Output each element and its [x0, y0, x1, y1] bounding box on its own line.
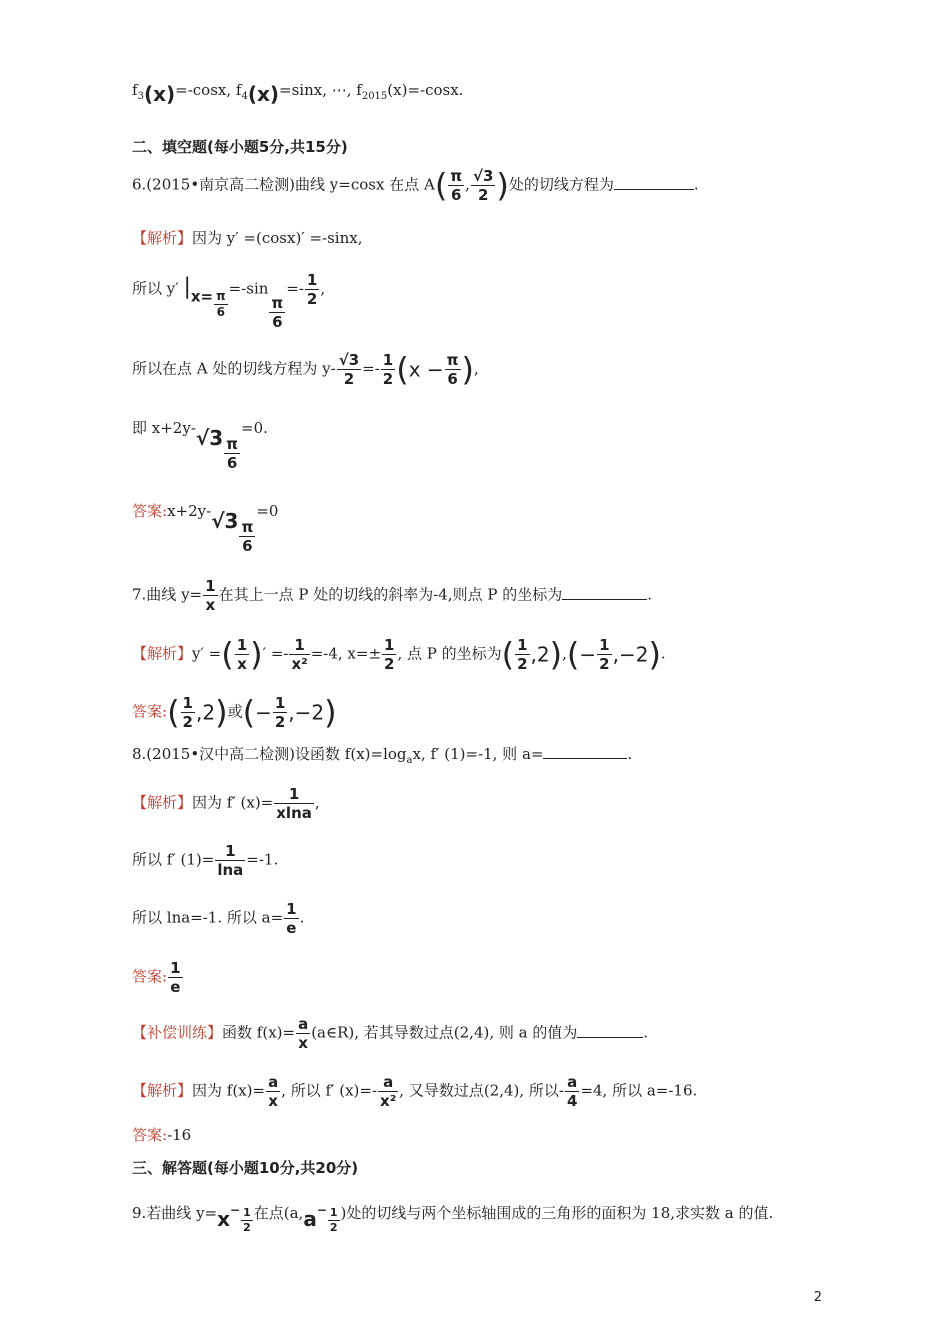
fraction: [328, 1207, 340, 1234]
text: =-4, x=±: [310, 644, 382, 663]
den: 2: [243, 1221, 251, 1234]
num: 1: [170, 959, 181, 977]
eval-bar: |: [183, 274, 191, 300]
paren: ): [461, 350, 475, 389]
paren: (: [242, 693, 256, 732]
text: =0.: [241, 419, 268, 437]
fraction: [181, 695, 195, 730]
paren: (: [167, 693, 180, 732]
den: e: [170, 978, 181, 996]
text: 因为 f′ (x)=: [192, 793, 274, 812]
num: √3: [472, 167, 494, 185]
answer-tag: 答案:: [132, 967, 168, 986]
text: y′ =: [192, 644, 222, 663]
text: =-cosx, f: [175, 81, 242, 99]
num: 1: [182, 694, 193, 712]
fraction: [274, 786, 314, 821]
solution-tag: 【解析】: [132, 1081, 193, 1100]
fraction: [565, 1074, 579, 1109]
text: (a∈R), 若其导数过点(2,4), 则 a 的值为: [311, 1023, 578, 1042]
math: a: [303, 1207, 317, 1231]
text: 因为 f(x)=: [192, 1081, 266, 1100]
den: x²: [380, 1092, 397, 1110]
text: =sinx, ⋯, f: [279, 81, 362, 99]
text: .: [693, 175, 699, 194]
paren: ): [215, 693, 228, 732]
num: π: [450, 167, 463, 185]
text: )处的切线与两个坐标轴围成的三角形的面积为 18,求实数 a 的值.: [340, 1204, 774, 1222]
text: 函数 f(x)=: [222, 1023, 296, 1042]
answer-blank: [543, 744, 627, 759]
den: 6: [451, 186, 462, 204]
num: 1: [243, 1206, 251, 1219]
den: 4: [567, 1092, 578, 1110]
den: x: [298, 1034, 308, 1052]
den: 2: [477, 186, 489, 204]
exponent: −: [230, 1203, 241, 1217]
solution-7: 【解析】y′ =( $\frac{1}{x}$ )′ =- $\frac{1}{\text{x²}}$ =-4, x=± $\frac{1}{2}$ , 点 P 的坐标为( $\frac{1}{2}$ ,2),(− $\frac{1}{2}$ ,−2).: [132, 635, 666, 674]
paren: (: [396, 350, 409, 389]
num: 1: [274, 694, 286, 712]
den: x: [205, 596, 216, 614]
paren: (: [434, 166, 448, 205]
paren: (: [221, 635, 234, 674]
line-f3-f2015: [132, 80, 463, 107]
fraction: [296, 1016, 310, 1051]
text: x, f′ (1)=-1, 则 a=: [412, 745, 544, 763]
paren: ): [549, 635, 563, 674]
text: ,: [314, 793, 320, 812]
fraction: [515, 637, 529, 672]
answer-tag: 答案:: [132, 702, 168, 721]
solution-8-b: [132, 843, 278, 878]
fraction: [471, 168, 495, 203]
num: 1: [288, 785, 300, 803]
text: f: [132, 81, 138, 99]
text: =-1.: [246, 850, 279, 869]
num: a: [383, 1073, 394, 1091]
den: 2: [329, 1221, 338, 1234]
section-title-solve: 三、解答题(每小题10分,共20分): [132, 1159, 359, 1177]
fraction: [273, 695, 287, 730]
text: 即 x+2y-: [132, 419, 196, 437]
fraction: [382, 637, 396, 672]
num: 1: [382, 351, 394, 369]
solution-tag: 【解析】: [132, 229, 193, 247]
math: −2: [294, 700, 325, 725]
math: −2: [618, 642, 649, 667]
math: −: [579, 642, 597, 667]
num: π: [216, 288, 226, 303]
fraction: [269, 295, 285, 330]
sub: a: [406, 755, 413, 766]
num: 1: [225, 842, 236, 860]
math: ,: [288, 700, 295, 725]
text: 因为 y′ =(cosx)′ =-sinx,: [192, 229, 363, 247]
sqrt: √3: [195, 426, 224, 450]
text: 所以 f′ (1)=: [132, 850, 215, 869]
sub: 4: [241, 91, 248, 102]
paren: ): [496, 166, 509, 205]
text: , 又导数过点(2,4), 所以-: [399, 1081, 564, 1100]
fraction: [239, 519, 255, 554]
fraction: [215, 843, 245, 878]
text: 在其上一点 P 处的切线的斜率为-4,则点 P 的坐标为: [218, 585, 563, 604]
num: √3: [338, 351, 360, 369]
exponent: −: [316, 1203, 327, 1217]
answer-tag: 答案:: [132, 502, 168, 520]
math: x: [217, 1207, 231, 1231]
solution-tag: 【解析】: [132, 644, 193, 663]
num: a: [298, 1015, 309, 1033]
paren: (: [566, 635, 580, 674]
den: 6: [272, 312, 283, 331]
den: 2: [382, 370, 394, 388]
training-tag: 【补偿训练】: [132, 1023, 223, 1042]
den: x: [268, 1092, 278, 1110]
num: 1: [517, 636, 528, 654]
text: =-: [362, 359, 380, 378]
text: x+2y-: [167, 502, 212, 520]
text: , 所以 f′ (x)=-: [281, 1081, 378, 1100]
den: x²: [291, 655, 308, 673]
question-8: [132, 744, 632, 771]
num: π: [226, 435, 239, 453]
section-title-fill-blank: 二、填空题(每小题5分,共15分): [132, 138, 348, 156]
solution-6-d: [132, 418, 268, 471]
fraction: [266, 1074, 280, 1109]
text: ,: [320, 279, 326, 298]
solution-8-a: [132, 786, 320, 821]
paren: ): [324, 693, 337, 732]
den: 6: [447, 370, 458, 388]
den: e: [286, 919, 297, 937]
num: 1: [205, 577, 216, 595]
fraction: [305, 272, 319, 307]
math: ,: [195, 700, 203, 725]
solution-6-c: [132, 352, 479, 387]
fraction: [381, 352, 395, 387]
den: 2: [384, 655, 395, 673]
text: 9.若曲线 y=: [132, 1204, 218, 1222]
den: lna: [217, 861, 244, 879]
text: 在点(a,: [253, 1204, 304, 1222]
solution-tag: 【解析】: [132, 793, 193, 812]
num: 1: [286, 900, 297, 918]
fraction: [597, 637, 611, 672]
solution-training: [132, 1074, 697, 1109]
den: x: [237, 655, 247, 673]
text: 或: [227, 702, 243, 721]
text: .: [660, 644, 666, 663]
den: 2: [599, 655, 610, 673]
text: ,: [474, 359, 479, 378]
num: π: [446, 351, 459, 369]
answer-tag: 答案:: [132, 1126, 168, 1144]
num: 1: [384, 636, 395, 654]
solution-6-a: [132, 228, 363, 248]
answer-6: [132, 501, 278, 554]
math: x −: [408, 357, 444, 382]
num: 1: [306, 271, 318, 289]
answer-blank: [562, 585, 647, 600]
text: =0: [256, 502, 279, 520]
paren: ): [648, 635, 661, 674]
question-7: [132, 578, 652, 613]
question-6: 6.(2015•南京高二检测)曲线 y=cosx 在点 A( $\frac{\pi}{6}$ , $\frac{√3}{2}$ )处的切线方程为 .: [132, 166, 699, 205]
den: 6: [216, 304, 226, 319]
num: 1: [236, 636, 248, 654]
answer-blank: [577, 1023, 643, 1038]
text: .: [647, 585, 652, 604]
fraction: [289, 637, 309, 672]
fraction: [203, 578, 217, 613]
solution-8-c: [132, 901, 304, 936]
num: a: [567, 1073, 578, 1091]
fraction: [378, 1074, 398, 1109]
den: 6: [242, 537, 253, 555]
fraction: [168, 960, 182, 995]
supplementary-training: [132, 1016, 648, 1051]
fraction: [337, 352, 361, 387]
answer-7: [132, 695, 337, 730]
math: ,: [612, 642, 619, 667]
paren: (: [501, 635, 515, 674]
text: =-sin: [228, 279, 269, 298]
num: 1: [599, 636, 610, 654]
fraction: [284, 901, 298, 936]
fraction: [241, 1207, 253, 1234]
math: ,: [530, 642, 537, 667]
fraction: [235, 637, 249, 672]
text: , 点 P 的坐标为: [397, 644, 502, 663]
num: π: [271, 293, 284, 312]
text: 所以在点 A 处的切线方程为 y-: [132, 359, 336, 378]
text: -16: [167, 1126, 192, 1144]
text: 7.曲线 y=: [132, 585, 203, 604]
text: 8.(2015•汉中高二检测)设函数 f(x)=log: [132, 745, 407, 763]
den: 2: [306, 290, 318, 308]
answer-training: [132, 1125, 191, 1145]
sub: 2015: [361, 91, 388, 102]
paren: ): [250, 635, 263, 674]
text: .: [643, 1023, 649, 1042]
text: (x)=-cosx.: [387, 81, 464, 99]
den: 2: [182, 713, 193, 731]
num: 1: [329, 1206, 338, 1219]
page-number: 2: [813, 1290, 822, 1305]
num: a: [268, 1073, 279, 1091]
num: π: [241, 518, 254, 536]
text: 处的切线方程为: [508, 175, 614, 194]
answer-8: [132, 960, 184, 995]
text: 所以 lna=-1. 所以 a=: [132, 908, 284, 927]
text: 6.(2015•南京高二检测)曲线 y=cosx 在点 A: [132, 175, 435, 194]
fraction: [214, 290, 228, 319]
text: x=: [190, 287, 214, 306]
math: (x): [143, 82, 176, 106]
solution-6-b: 所以 y′ |x= $\frac{\pi}{6}$ =-sin $\frac{\pi}{6}$ =- $\frac{1}{2}$ ,: [132, 271, 326, 331]
fraction: [224, 436, 240, 471]
text: .: [299, 908, 305, 927]
den: 2: [274, 713, 286, 731]
math: (x): [247, 82, 280, 106]
text: ′ =-: [262, 644, 289, 663]
den: 2: [343, 370, 355, 388]
sqrt: √3: [211, 509, 239, 533]
den: 6: [226, 454, 238, 472]
math: −: [255, 700, 272, 725]
text: 所以 y′: [132, 279, 179, 298]
text: =4, 所以 a=-16.: [580, 1081, 698, 1100]
fraction: [448, 168, 464, 203]
den: 2: [517, 655, 528, 673]
text: .: [627, 745, 633, 763]
math: 2: [536, 642, 550, 667]
question-9: [132, 1200, 773, 1234]
fraction: [445, 352, 461, 387]
den: xlna: [276, 804, 312, 822]
num: 1: [294, 636, 305, 654]
math: 2: [202, 700, 216, 725]
answer-blank: [614, 175, 694, 190]
sub: 3: [137, 91, 144, 102]
